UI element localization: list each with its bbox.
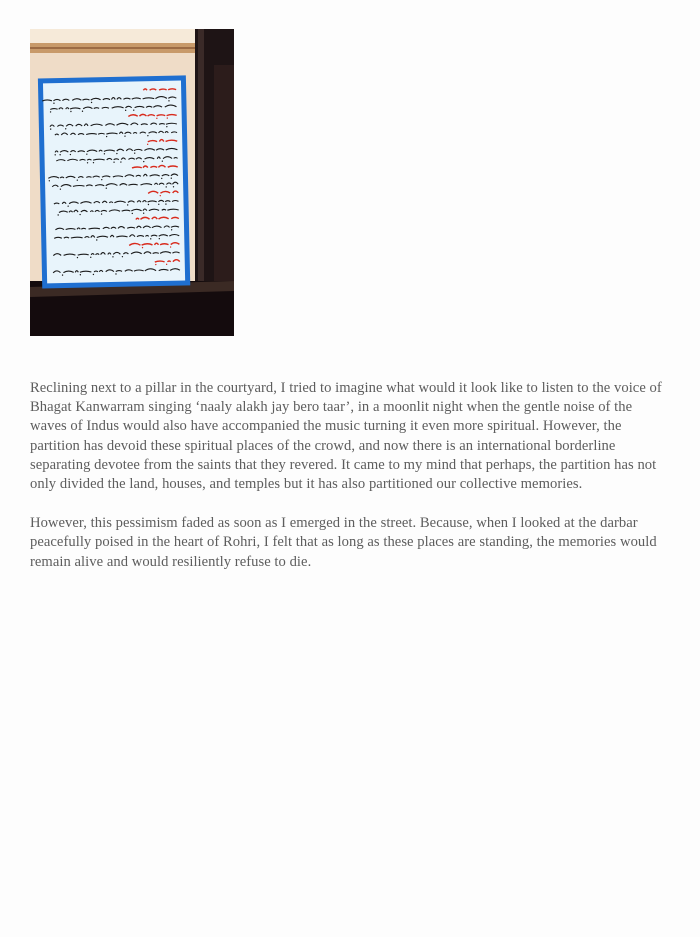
plaque-frame (38, 75, 190, 288)
article-paragraph-2: However, this pessimism faded as soon as I emerged in the street. Because, when I looked at the darbar peacefully poised in the heart of Rohri, I felt that as long as these places are standing, the memories would remain alive and would resiliently refuse to die. (30, 515, 657, 570)
article-body (30, 379, 670, 592)
plaque-image (30, 29, 234, 336)
script-stroke (167, 261, 170, 262)
article-photo (30, 29, 234, 336)
article-paragraph-1: Reclining next to a pillar in the courtyard, I tried to imagine what would it look like to listen to the voice of Bhagat Kanwarram singing ‘naaly alakh jay bero taar’, in a moonlit night when the gentle noise of the waves of Indus would also have accompanied the music turning it even more spiritual. However, the partition has devoid these spiritual places of the crowd, and now there is an international borderline separating devotee from the saints that they revered. It came to my mind that perhaps, the partition has not only divided the land, houses, and temples but it has also partitioned our collective memories. (30, 380, 662, 493)
